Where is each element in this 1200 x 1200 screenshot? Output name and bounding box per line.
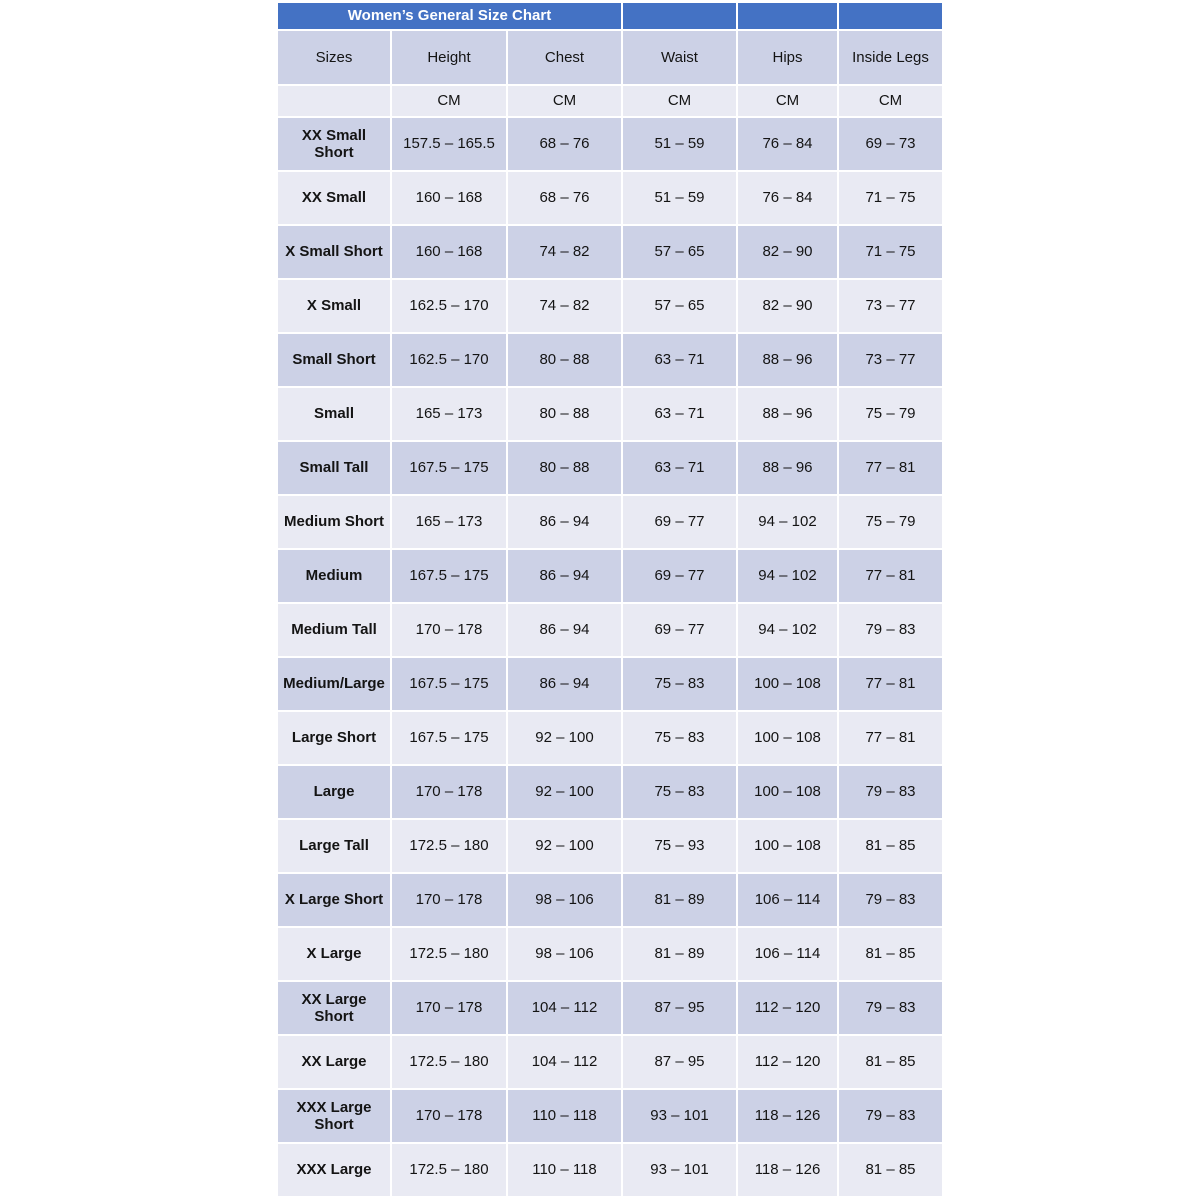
hips-value: 112 – 120: [738, 1036, 837, 1088]
size-chart-table: [278, 3, 942, 1196]
size-cell-large: Large: [278, 766, 390, 818]
chest-value: 68 – 76: [508, 172, 621, 224]
inside-legs-value: 77 – 81: [839, 712, 942, 764]
height-value: 170 – 178: [392, 604, 506, 656]
inside-legs-value: 81 – 85: [839, 928, 942, 980]
size-cell-xx-large: XX Large: [278, 1036, 390, 1088]
chest-value: 98 – 106: [508, 874, 621, 926]
hips-value: 82 – 90: [738, 226, 837, 278]
chest-value: 86 – 94: [508, 496, 621, 548]
inside-legs-value: 73 – 77: [839, 280, 942, 332]
size-cell-small-short: Small Short: [278, 334, 390, 386]
title-spacer-cell-2: [738, 3, 837, 29]
waist-value: 75 – 83: [623, 658, 736, 710]
height-value: 165 – 173: [392, 388, 506, 440]
height-value: 170 – 178: [392, 1090, 506, 1142]
hips-value: 118 – 126: [738, 1144, 837, 1196]
chest-value: 110 – 118: [508, 1144, 621, 1196]
inside-legs-value: 69 – 73: [839, 118, 942, 170]
waist-value: 87 – 95: [623, 1036, 736, 1088]
hips-value: 76 – 84: [738, 172, 837, 224]
unit-cell-2: CM: [508, 86, 621, 116]
height-value: 160 – 168: [392, 226, 506, 278]
waist-value: 51 – 59: [623, 172, 736, 224]
hips-value: 112 – 120: [738, 982, 837, 1034]
inside-legs-value: 79 – 83: [839, 874, 942, 926]
waist-value: 57 – 65: [623, 226, 736, 278]
unit-cell-1: CM: [392, 86, 506, 116]
inside-legs-value: 71 – 75: [839, 226, 942, 278]
inside-legs-value: 79 – 83: [839, 1090, 942, 1142]
waist-value: 93 – 101: [623, 1144, 736, 1196]
hips-value: 88 – 96: [738, 334, 837, 386]
size-cell-medium-short: Medium Short: [278, 496, 390, 548]
chest-value: 74 – 82: [508, 226, 621, 278]
inside-legs-value: 77 – 81: [839, 550, 942, 602]
hips-value: 76 – 84: [738, 118, 837, 170]
waist-value: 75 – 83: [623, 712, 736, 764]
inside-legs-value: 79 – 83: [839, 982, 942, 1034]
waist-value: 63 – 71: [623, 442, 736, 494]
waist-value: 69 – 77: [623, 496, 736, 548]
waist-value: 63 – 71: [623, 388, 736, 440]
waist-value: 51 – 59: [623, 118, 736, 170]
hips-value: 100 – 108: [738, 766, 837, 818]
size-cell-large-tall: Large Tall: [278, 820, 390, 872]
height-value: 167.5 – 175: [392, 658, 506, 710]
size-cell-small-tall: Small Tall: [278, 442, 390, 494]
size-cell-large-short: Large Short: [278, 712, 390, 764]
unit-cell-5: CM: [839, 86, 942, 116]
column-header-inside-legs: Inside Legs: [839, 31, 942, 84]
unit-cell-4: CM: [738, 86, 837, 116]
height-value: 170 – 178: [392, 874, 506, 926]
height-value: 162.5 – 170: [392, 334, 506, 386]
hips-value: 100 – 108: [738, 658, 837, 710]
size-cell-xx-small-short: XX Small Short: [278, 118, 390, 170]
chest-value: 86 – 94: [508, 550, 621, 602]
size-cell-xx-large-short: XX Large Short: [278, 982, 390, 1034]
inside-legs-value: 73 – 77: [839, 334, 942, 386]
column-header-sizes: Sizes: [278, 31, 390, 84]
inside-legs-value: 71 – 75: [839, 172, 942, 224]
size-cell-xxx-large-short: XXX Large Short: [278, 1090, 390, 1142]
height-value: 157.5 – 165.5: [392, 118, 506, 170]
hips-value: 100 – 108: [738, 712, 837, 764]
chest-value: 92 – 100: [508, 766, 621, 818]
height-value: 172.5 – 180: [392, 1144, 506, 1196]
hips-value: 88 – 96: [738, 388, 837, 440]
waist-value: 75 – 83: [623, 766, 736, 818]
unit-blank-cell: [278, 86, 390, 116]
size-cell-x-small: X Small: [278, 280, 390, 332]
chest-value: 80 – 88: [508, 442, 621, 494]
size-cell-medium-large: Medium/Large: [278, 658, 390, 710]
hips-value: 106 – 114: [738, 928, 837, 980]
column-header-hips: Hips: [738, 31, 837, 84]
chest-value: 92 – 100: [508, 820, 621, 872]
height-value: 167.5 – 175: [392, 442, 506, 494]
hips-value: 118 – 126: [738, 1090, 837, 1142]
waist-value: 93 – 101: [623, 1090, 736, 1142]
hips-value: 100 – 108: [738, 820, 837, 872]
chest-value: 80 – 88: [508, 334, 621, 386]
waist-value: 63 – 71: [623, 334, 736, 386]
column-header-waist: Waist: [623, 31, 736, 84]
height-value: 172.5 – 180: [392, 820, 506, 872]
height-value: 167.5 – 175: [392, 550, 506, 602]
inside-legs-value: 81 – 85: [839, 1144, 942, 1196]
hips-value: 94 – 102: [738, 496, 837, 548]
size-cell-medium: Medium: [278, 550, 390, 602]
unit-cell-3: CM: [623, 86, 736, 116]
height-value: 167.5 – 175: [392, 712, 506, 764]
size-cell-small: Small: [278, 388, 390, 440]
height-value: 172.5 – 180: [392, 1036, 506, 1088]
size-cell-x-small-short: X Small Short: [278, 226, 390, 278]
waist-value: 69 – 77: [623, 550, 736, 602]
inside-legs-value: 81 – 85: [839, 1036, 942, 1088]
chest-value: 104 – 112: [508, 1036, 621, 1088]
hips-value: 94 – 102: [738, 604, 837, 656]
title-spacer-cell-3: [839, 3, 942, 29]
chest-value: 80 – 88: [508, 388, 621, 440]
hips-value: 94 – 102: [738, 550, 837, 602]
inside-legs-value: 75 – 79: [839, 388, 942, 440]
size-cell-xx-small: XX Small: [278, 172, 390, 224]
height-value: 165 – 173: [392, 496, 506, 548]
inside-legs-value: 75 – 79: [839, 496, 942, 548]
waist-value: 69 – 77: [623, 604, 736, 656]
column-header-height: Height: [392, 31, 506, 84]
chest-value: 86 – 94: [508, 604, 621, 656]
chest-value: 104 – 112: [508, 982, 621, 1034]
chest-value: 110 – 118: [508, 1090, 621, 1142]
hips-value: 106 – 114: [738, 874, 837, 926]
inside-legs-value: 77 – 81: [839, 442, 942, 494]
waist-value: 81 – 89: [623, 928, 736, 980]
size-cell-xxx-large: XXX Large: [278, 1144, 390, 1196]
height-value: 162.5 – 170: [392, 280, 506, 332]
title-spacer-cell-1: [623, 3, 736, 29]
size-cell-x-large-short: X Large Short: [278, 874, 390, 926]
table-title: Women’s General Size Chart: [278, 3, 621, 29]
size-cell-x-large: X Large: [278, 928, 390, 980]
chest-value: 86 – 94: [508, 658, 621, 710]
hips-value: 88 – 96: [738, 442, 837, 494]
chest-value: 74 – 82: [508, 280, 621, 332]
inside-legs-value: 79 – 83: [839, 766, 942, 818]
size-cell-medium-tall: Medium Tall: [278, 604, 390, 656]
waist-value: 87 – 95: [623, 982, 736, 1034]
inside-legs-value: 79 – 83: [839, 604, 942, 656]
column-header-chest: Chest: [508, 31, 621, 84]
inside-legs-value: 77 – 81: [839, 658, 942, 710]
chest-value: 98 – 106: [508, 928, 621, 980]
height-value: 172.5 – 180: [392, 928, 506, 980]
waist-value: 57 – 65: [623, 280, 736, 332]
chest-value: 68 – 76: [508, 118, 621, 170]
waist-value: 75 – 93: [623, 820, 736, 872]
waist-value: 81 – 89: [623, 874, 736, 926]
hips-value: 82 – 90: [738, 280, 837, 332]
chest-value: 92 – 100: [508, 712, 621, 764]
inside-legs-value: 81 – 85: [839, 820, 942, 872]
height-value: 170 – 178: [392, 982, 506, 1034]
height-value: 160 – 168: [392, 172, 506, 224]
height-value: 170 – 178: [392, 766, 506, 818]
